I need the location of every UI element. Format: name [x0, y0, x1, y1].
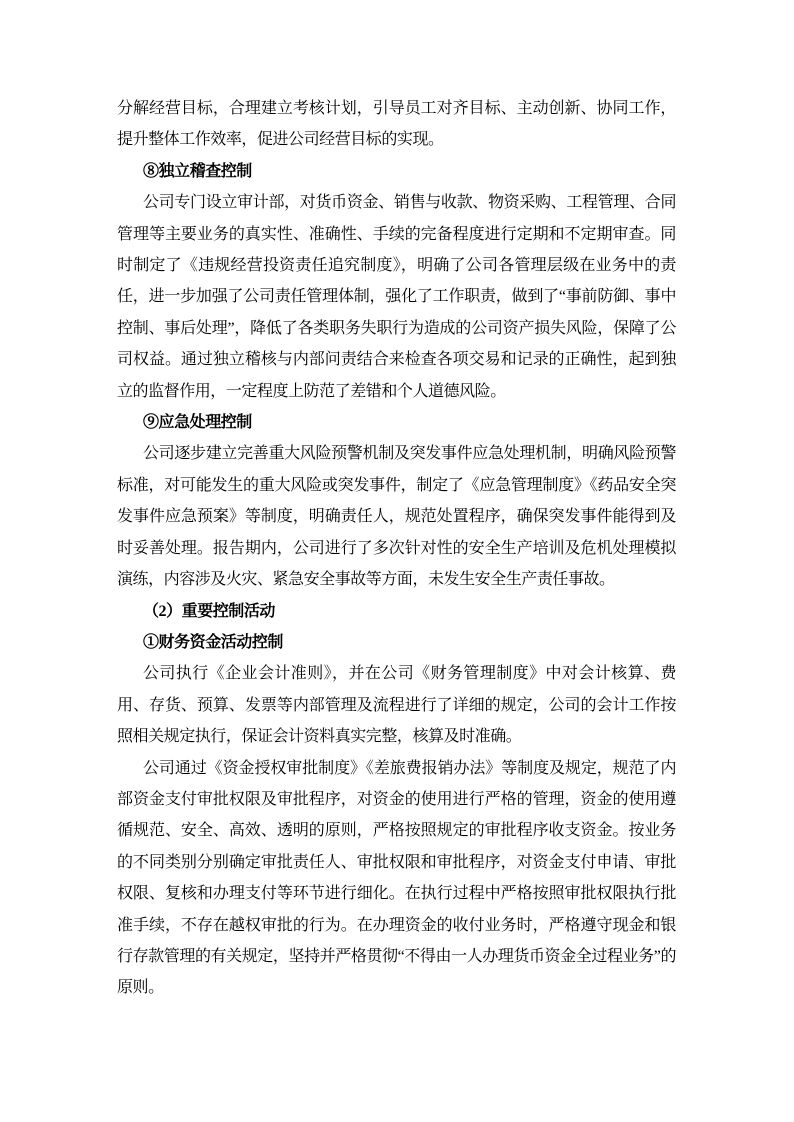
heading-independent-inspection-control: ⑧独立稽查控制 — [143, 162, 252, 180]
paragraph-accounting-standards: 公司执行《企业会计准则》，并在公司《财务管理制度》中对会计核算、费用、存货、预算、发票等内部管理及流程进行了详细的规定，公司的会计工作按照相关规定执行，保证会计资料真实完整，核算及时准确。 — [117, 665, 676, 746]
paragraph-audit-department: 公司专门设立审计部，对货币资金、销售与收款、物资采购、工程管理、合同管理等主要业务的真实性、准确性、手续的完备程度进行定期和不定期审查。同时制定了《违规经营投资责任追究制度》，明确了公司各管理层级在业务中的责任，进一步加强了公司责任管理体制，强化了工作职责，做到了“事前防御、事中控制、事后处理”，降低了各类职务失职行为造成的公司资产损失风险，保障了公司权益。通过独立稽核与内部问责结合来检查各项交易和记录的正确性，起到独立的监督作用，一定程度上防范了差错和个人道德风险。 — [117, 194, 676, 400]
paragraph-funds-approval-procedures: 公司通过《资金授权审批制度》《差旅费报销办法》等制度及规定，规范了内部资金支付审批权限及审批程序，对资金的使用进行严格的管理，资金的使用遵循规范、安全、高效、透明的原则，严格按照规定的审批程序收支资金。按业务的不同类别分别确定审批责任人、审批权限和审批程序，对资金支付申请、审批权限、复核和办理支付等环节进行细化。在执行过程中严格按照审批权限执行批准手续，不存在越权审批的行为。在办理资金的收付业务时，严格遵守现金和银行存款管理的有关规定，坚持并严格贯彻“不得由一人办理货币资金全过程业务”的原则。 — [117, 759, 676, 997]
paragraph-risk-warning-mechanism: 公司逐步建立完善重大风险预警机制及突发事件应急处理机制，明确风险预警标准，对可能发生的重大风险或突发事件，制定了《应急管理制度》《药品安全突发事件应急预案》等制度，明确责任人，规范处置程序，确保突发事件能得到及时妥善处理。报告期内，公司进行了多次针对性的安全生产培训及危机处理模拟演练，内容涉及火灾、紧急安全事故等方面，未发生安全生产责任事故。 — [117, 445, 676, 589]
heading-financial-funds-activity-control: ①财务资金活动控制 — [143, 633, 283, 651]
heading-emergency-handling-control: ⑨应急处理控制 — [143, 414, 252, 432]
paragraph-continuation-goals: 分解经营目标，合理建立考核计划，引导员工对齐目标、主动创新、协同工作，提升整体工作效率，促进公司经营目标的实现。 — [117, 100, 676, 149]
heading-important-control-activities: （2）重要控制活动 — [143, 602, 275, 620]
